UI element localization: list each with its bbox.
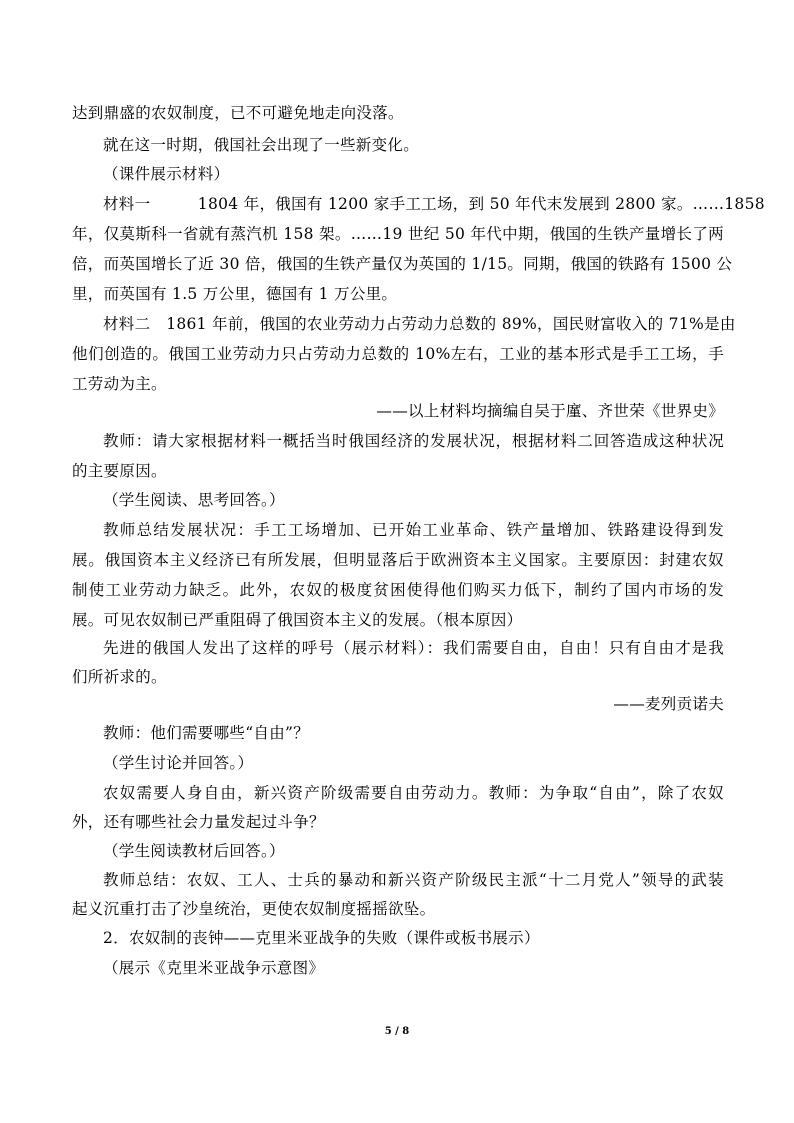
- citation: ——以上材料均摘编自吴于廑、齐世荣《世界史》: [376, 402, 724, 420]
- text-line: 们所祈求的。: [72, 668, 167, 686]
- text-line: 达到鼎盛的农奴制度，已不可避免地走向没落。: [72, 104, 404, 122]
- text-line: （学生讨论并回答。）: [103, 754, 254, 772]
- text-line: 起义沉重打击了沙皇统治，更使农奴制度摇摇欲坠。: [72, 900, 436, 918]
- text-line: 展。俄国资本主义经济已有所发展，但明显落后于欧洲资本主义国家。主要原因：封建农奴: [72, 551, 724, 569]
- text-line: 外，还有哪些社会力量发起过斗争？: [72, 813, 325, 831]
- text-line: 农奴需要人身自由，新兴资产阶级需要自由劳动力。教师：为争取“自由”，除了农奴: [103, 784, 724, 802]
- text-line: 教师：他们需要哪些“自由”？: [103, 724, 310, 742]
- text-line: 教师：请大家根据材料一概括当时俄国经济的发展状况，根据材料二回答造成这种状况: [103, 432, 724, 450]
- text-line: 材料二 1861 年前，俄国的农业劳动力占劳动力总数的 89%，国民财富收入的 71%是由: [103, 315, 736, 333]
- text-line: 倍，而英国增长了近 30 倍，俄国的生铁产量仅为英国的 1/15。同期，俄国的铁路有 1500 公: [72, 255, 733, 273]
- section-heading: 2．农奴制的丧钟——克里米亚战争的失败（课件或板书展示）: [103, 929, 540, 947]
- text-line: （课件展示材料）: [103, 165, 230, 183]
- text-line: 制使工业劳动力缺乏。此外，农奴的极度贫困使得他们购买力低下，制约了国内市场的发: [72, 581, 724, 599]
- text-line: （展示《克里米亚战争示意图》: [103, 959, 325, 977]
- text-line: 里，而英国有 1.5 万公里，德国有 1 万公里。: [72, 285, 398, 303]
- text-line: 就在这一时期，俄国社会出现了一些新变化。: [103, 136, 420, 154]
- text-line: 的主要原因。: [72, 462, 167, 480]
- text-line: 材料一 1804 年，俄国有 1200 家手工工场，到 50 年代末发展到 2800 家。……1858: [103, 195, 765, 213]
- text-line: （学生阅读、思考回答。）: [103, 491, 285, 509]
- citation: ——麦列贡诺夫: [613, 695, 724, 713]
- text-line: 展。可见农奴制已严重阻碍了俄国资本主义的发展。（根本原因）: [72, 611, 523, 629]
- page-number: 5 / 8: [384, 1026, 410, 1037]
- text-line: 工劳动为主。: [72, 375, 167, 393]
- text-line: 教师总结：农奴、工人、士兵的暴动和新兴资产阶级民主派“十二月党人”领导的武装: [103, 871, 724, 889]
- text-line: 先进的俄国人发出了这样的呼号（展示材料）：我们需要自由，自由！只有自由才是我: [103, 639, 724, 657]
- text-line: 教师总结发展状况：手工工场增加、已开始工业革命、铁产量增加、铁路建设得到发: [103, 521, 724, 539]
- text-line: （学生阅读教材后回答。）: [103, 842, 285, 860]
- text-line: 年，仅莫斯科一省就有蒸汽机 158 架。……19 世纪 50 年代中期，俄国的生铁产量增长了两: [72, 225, 724, 243]
- text-line: 他们创造的。俄国工业劳动力只占劳动力总数的 10%左右，工业的基本形式是手工工场，手: [72, 345, 724, 363]
